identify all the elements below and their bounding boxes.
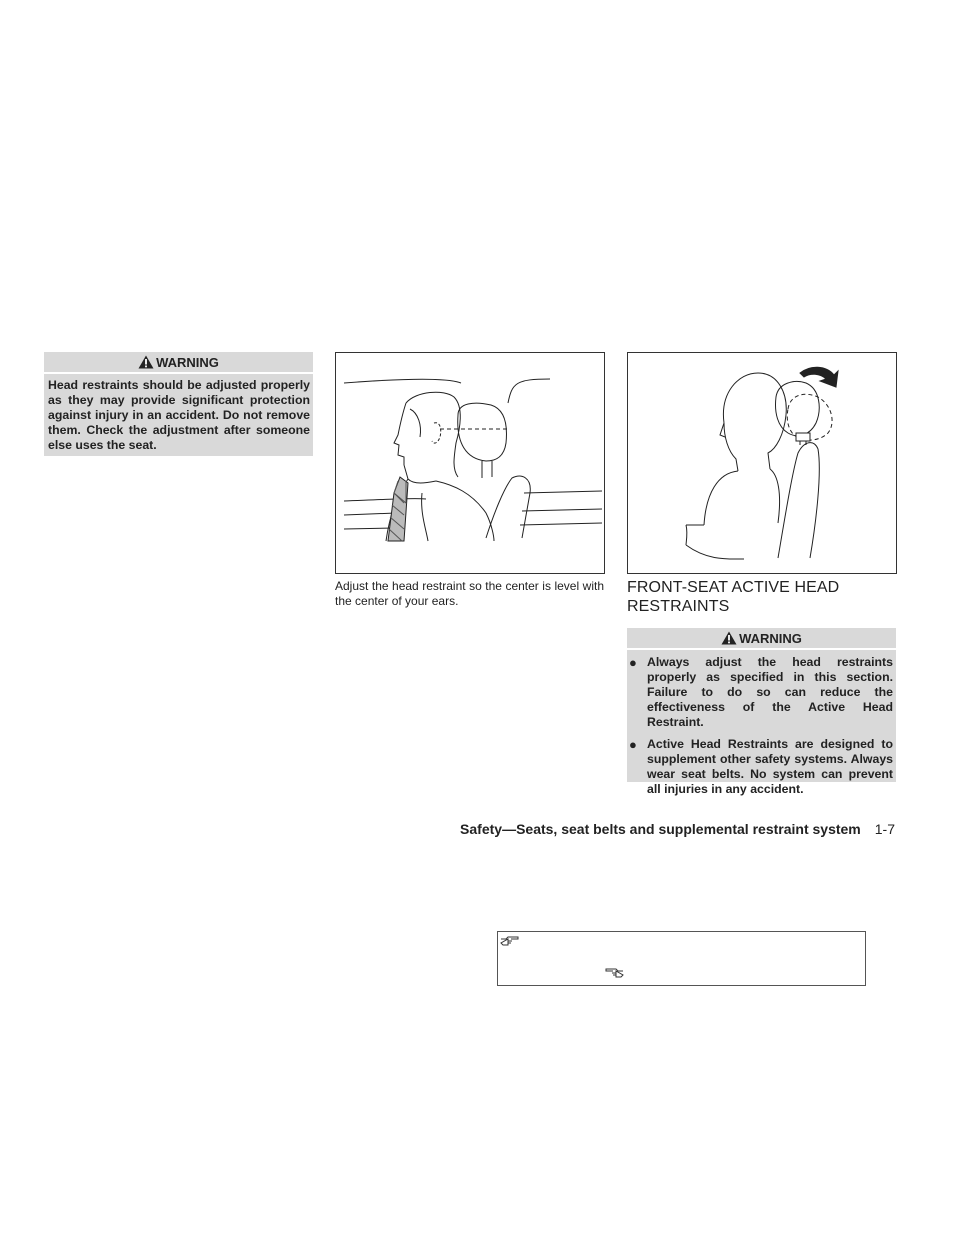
figure-caption: Adjust the head restraint so the center is level with the center of your ears.: [335, 579, 604, 608]
warning-bullet-item: ● Active Head Restraints are designed to supplement other safety systems. Always wear seat belts. No system can prevent all injuries in any accident.: [629, 737, 893, 796]
note-box: [497, 931, 866, 986]
warning-bullets: [627, 650, 896, 800]
warning-box-right: [627, 628, 896, 796]
warning-triangle-icon: [138, 355, 154, 369]
footer-section-title: Safety—Seats, seat belts and supplemental restraint system: [460, 821, 861, 837]
hand-pointing-right-icon: [500, 935, 520, 947]
warning-heading: WARNING: [627, 628, 896, 650]
head-restraint-adjustment-illustration: [335, 352, 605, 574]
hand-pointing-left-icon: [604, 967, 624, 979]
warning-text: Head restraints should be adjusted properly as they may provide significant protection against injury in an accident. Do not remove them. Check the adjustment after someone else uses the seat.: [48, 378, 310, 452]
bullet-dot: ●: [629, 655, 637, 670]
page-footer: [460, 821, 895, 837]
bullet-dot: ●: [629, 737, 637, 752]
active-head-restraint-illustration: [627, 352, 897, 574]
section-title: FRONT-SEAT ACTIVE HEAD RESTRAINTS: [627, 579, 840, 615]
warning-box-left: [44, 352, 313, 456]
page-number: 1-7: [874, 821, 895, 837]
warning-heading: WARNING: [44, 352, 313, 374]
warning-triangle-icon: [721, 631, 737, 645]
warning-bullet-item: ● Always adjust the head restraints properly as specified in this section. Failure to do so can reduce the effectiveness of the Active Head Restraint.: [629, 655, 893, 729]
